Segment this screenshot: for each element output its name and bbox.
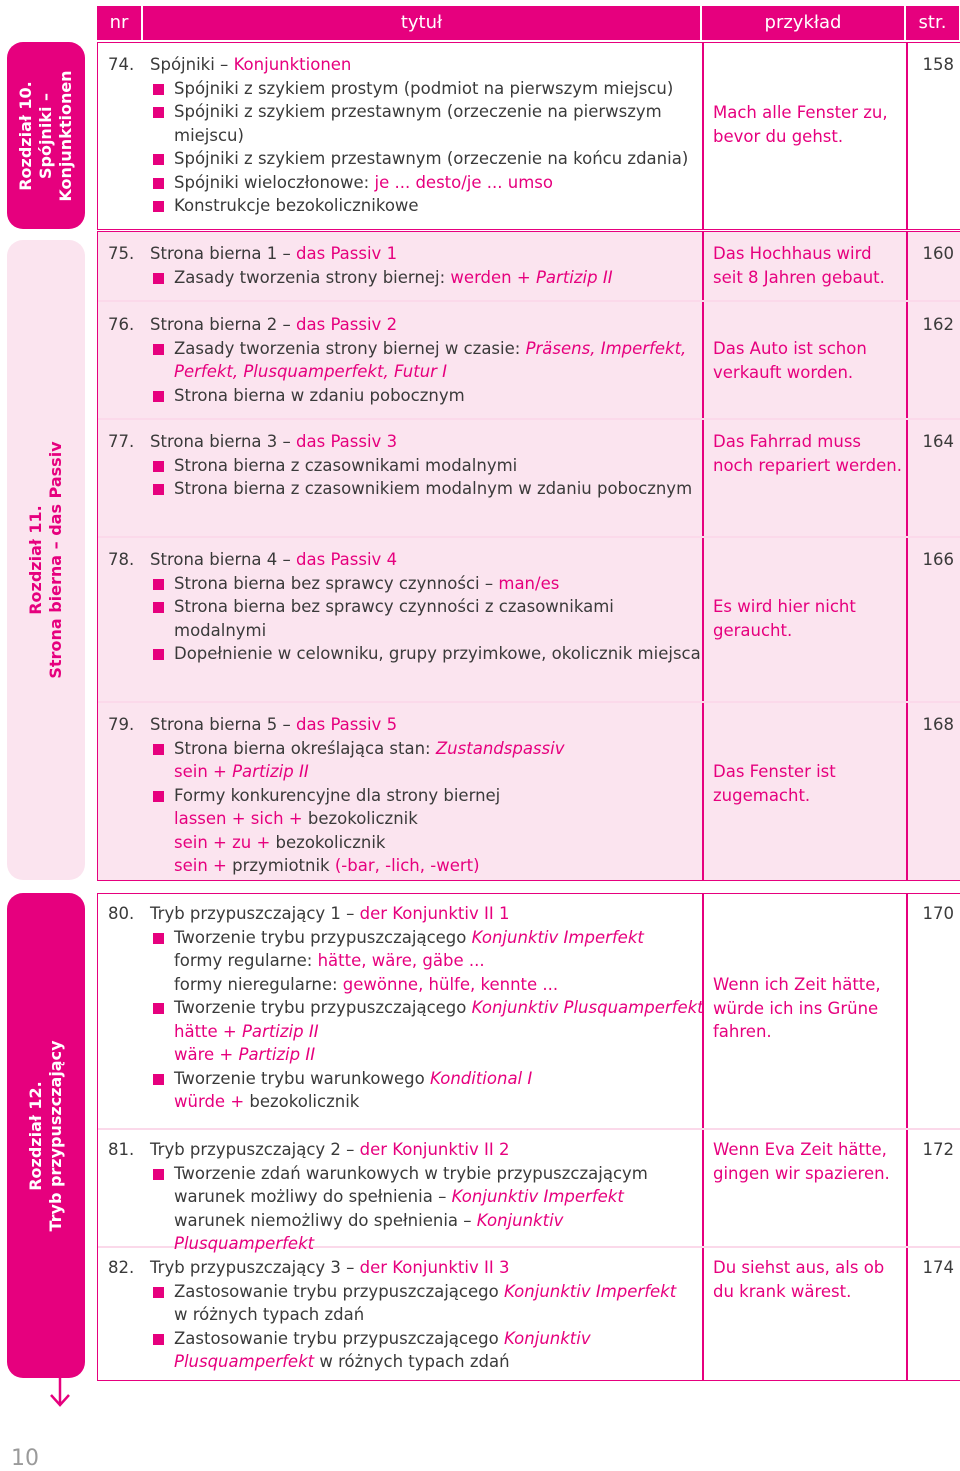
bullet-item: Formy konkurencyjne dla strony biernej	[150, 784, 705, 808]
formula-line: warunek niemożliwy do spełnienia – Konjunktiv Plusquamperfekt	[174, 1210, 564, 1253]
entry-title: Tryb przypuszczający 2 – der Konjunktiv II 2	[150, 1140, 510, 1159]
chapter-12-label: Rozdział 12. Tryb przypuszczający	[26, 1039, 65, 1232]
entry-number: 82.	[108, 1258, 135, 1277]
entry-title: Strona bierna 5 – das Passiv 5	[150, 715, 398, 734]
entry-number: 74.	[108, 55, 135, 74]
entry-content	[150, 1256, 705, 1374]
bullet-item: Spójniki z szykiem prostym (podmiot na pierwszym miejscu)	[150, 77, 705, 101]
bullet-item: Strona bierna z czasownikami modalnymi	[150, 454, 705, 478]
chapter-11-tab	[7, 240, 85, 880]
bullet-item: Strona bierna określająca stan: Zustandspassiv	[150, 737, 705, 761]
formula-line: formy nieregularne: gewönne, hülfe, kennte ...	[174, 974, 559, 994]
entry-number: 81.	[108, 1140, 135, 1159]
bullet-item: Zasady tworzenia strony biernej: werden + Partizip II	[150, 266, 705, 290]
entry-number: 76.	[108, 315, 135, 334]
bullet-item: Tworzenie zdań warunkowych w trybie przypuszczającym	[150, 1162, 705, 1186]
example-text: Du siehst aus, als ob du krank wärest.	[713, 1258, 885, 1301]
bullet-item: Tworzenie trybu przypuszczającego Konjunktiv Plusquamperfekt	[150, 996, 705, 1020]
entry-content	[150, 1138, 705, 1256]
example-text: Das Auto ist schon verkauft worden.	[713, 339, 867, 382]
formula-line: warunek możliwy do spełnienia – Konjunktiv Imperfekt	[174, 1187, 624, 1206]
entry-content	[150, 548, 705, 666]
entry-content	[150, 430, 705, 501]
formula-line: würde + bezokolicznik	[174, 1092, 360, 1111]
bullet-item: Tworzenie trybu przypuszczającego Konjunktiv Imperfekt	[150, 926, 705, 950]
page-ref: 170	[922, 904, 954, 923]
header-title: tytuł	[143, 6, 700, 40]
bullet-item: Spójniki wieloczłonowe: je ... desto/je ... umso	[150, 171, 705, 195]
entry-title: Strona bierna 3 – das Passiv 3	[150, 432, 398, 451]
bullet-item: Zastosowanie trybu przypuszczającego Konjunktiv Imperfekt w różnych typach zdań	[150, 1280, 705, 1327]
entry-number: 79.	[108, 715, 135, 734]
example-text: Mach alle Fenster zu, bevor du gehst.	[713, 103, 888, 146]
bullet-item: Strona bierna w zdaniu pobocznym	[150, 384, 705, 408]
entry-content	[150, 313, 705, 407]
bullet-item: Strona bierna z czasownikiem modalnym w zdaniu pobocznym	[150, 477, 705, 501]
entry-number: 80.	[108, 904, 135, 923]
bullet-item: Dopełnienie w celowniku, grupy przyimkowe, okolicznik miejsca	[150, 642, 705, 666]
formula-line: hätte + Partizip II	[174, 1021, 319, 1041]
formula-line: formy regularne: hätte, wäre, gäbe ...	[174, 951, 485, 970]
entry-title: Tryb przypuszczający 1 – der Konjunktiv II 1	[150, 904, 510, 923]
entry-content	[150, 902, 705, 1114]
page-ref: 172	[922, 1140, 954, 1159]
entry-content	[150, 242, 705, 289]
entry-title: Strona bierna 2 – das Passiv 2	[150, 315, 398, 334]
bullet-item: Konstrukcje bezokolicznikowe	[150, 194, 705, 218]
example-text: Wenn Eva Zeit hätte, gingen wir spazieren.	[713, 1140, 890, 1183]
formula-line: wäre + Partizip II	[174, 1045, 316, 1064]
formula-line: sein + Partizip II	[174, 762, 309, 781]
chapter-12-tab	[7, 893, 85, 1378]
page-ref: 158	[922, 55, 954, 74]
entry-number: 78.	[108, 550, 135, 569]
bullet-item: Zasady tworzenia strony biernej w czasie: Präsens, Imperfekt, Perfekt, Plusquamperfekt, Futur I	[150, 337, 705, 384]
page-ref: 162	[922, 315, 954, 334]
entry-content	[150, 53, 705, 218]
formula-line: sein + zu + bezokolicznik	[174, 832, 386, 852]
page-number: 10	[11, 1446, 39, 1471]
page-ref: 174	[922, 1258, 954, 1277]
entry-title: Strona bierna 4 – das Passiv 4	[150, 550, 398, 569]
example-text: Wenn ich Zeit hätte, würde ich ins Grüne fahren.	[713, 975, 881, 1041]
entry-title: Spójniki – Konjunktionen	[150, 55, 352, 74]
section-chapter-10	[97, 42, 960, 230]
entry-title: Strona bierna 1 – das Passiv 1	[150, 244, 398, 263]
entry-content	[150, 713, 705, 878]
bullet-item: Zastosowanie trybu przypuszczającego Konjunktiv Plusquamperfekt w różnych typach zdań	[150, 1327, 705, 1374]
entry-number: 77.	[108, 432, 135, 451]
page-ref: 166	[922, 550, 954, 569]
chapter-10-tab	[7, 42, 85, 229]
header-nr: nr	[97, 6, 141, 40]
formula-line: sein + przymiotnik (-bar, -lich, -wert)	[174, 856, 480, 875]
section-chapter-12	[97, 893, 960, 1381]
chapter-11-label: Rozdział 11. Strona bierna – das Passiv	[26, 441, 65, 679]
example-text: Es wird hier nicht geraucht.	[713, 597, 856, 640]
bullet-item: Tworzenie trybu warunkowego Konditional I	[150, 1067, 705, 1091]
example-text: Das Fenster ist zugemacht.	[713, 762, 836, 805]
page-ref: 164	[922, 432, 954, 451]
entry-number: 75.	[108, 244, 135, 263]
example-text: Das Fahrrad muss noch repariert werden.	[713, 432, 902, 475]
page-ref: 168	[922, 715, 954, 734]
header-example: przykład	[702, 6, 904, 40]
bullet-item: Strona bierna bez sprawcy czynności – man/es	[150, 572, 705, 596]
bullet-item: Spójniki z szykiem przestawnym (orzeczenie na końcu zdania)	[150, 147, 705, 171]
arrow-down-icon	[49, 1378, 71, 1408]
section-chapter-11	[97, 231, 960, 881]
entry-title: Tryb przypuszczający 3 – der Konjunktiv II 3	[150, 1258, 510, 1277]
chapter-10-label: Rozdział 10. Spójniki – Konjunktionen	[16, 69, 75, 202]
page-ref: 160	[922, 244, 954, 263]
bullet-item: Strona bierna bez sprawcy czynności z czasownikami modalnymi	[150, 595, 705, 642]
example-text: Das Hochhaus wird seit 8 Jahren gebaut.	[713, 244, 885, 287]
header-page: str.	[906, 6, 959, 40]
formula-line: lassen + sich + bezokolicznik	[174, 809, 418, 828]
bullet-item: Spójniki z szykiem przestawnym (orzeczenie na pierwszym miejscu)	[150, 100, 705, 147]
